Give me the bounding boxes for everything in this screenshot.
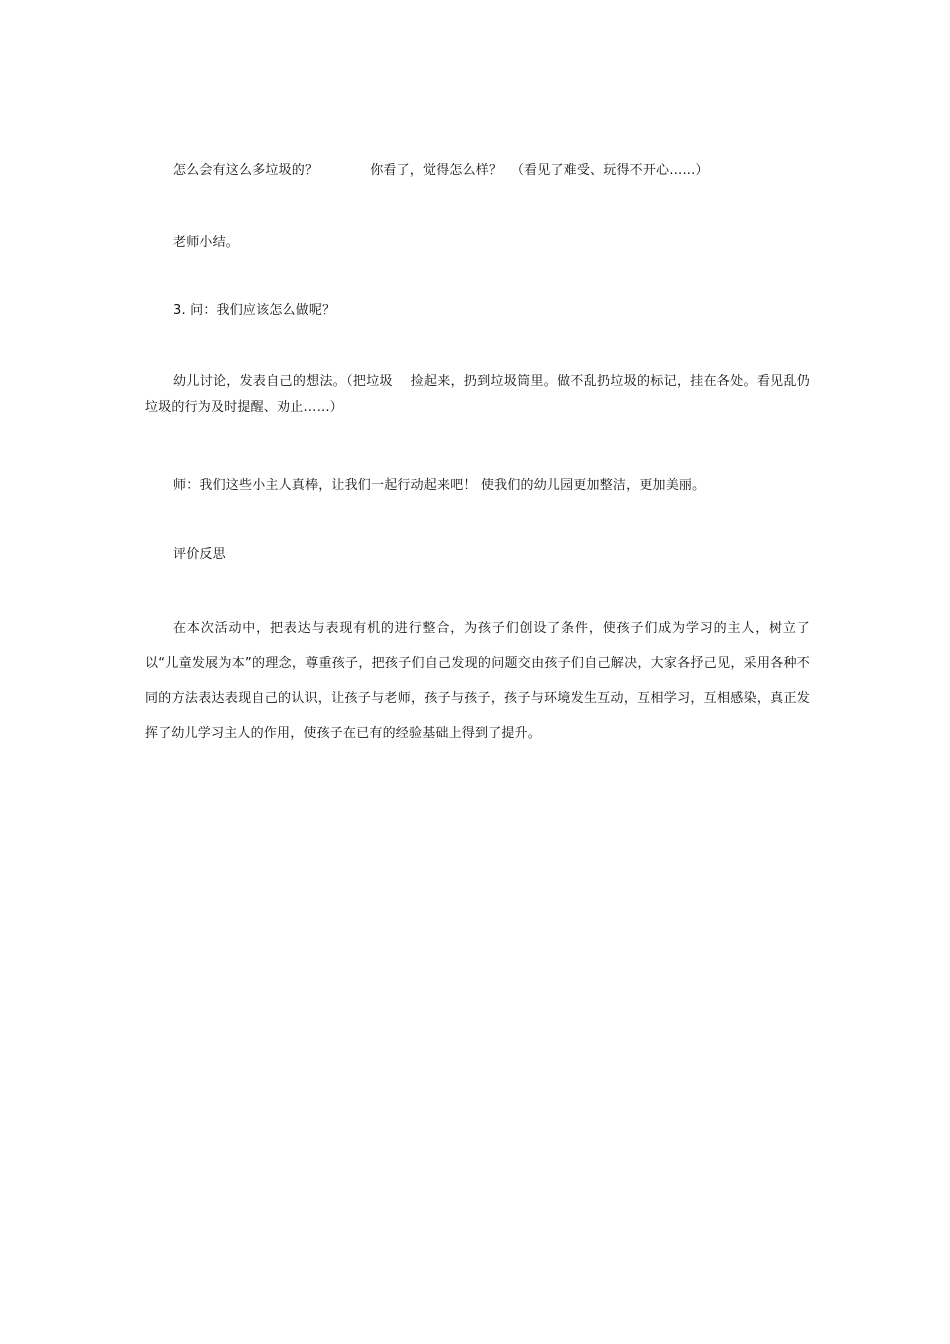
teacher-summary-paragraph: 老师小结。 <box>173 235 240 250</box>
children-discussion-paragraph: 幼儿讨论，发表自己的想法。（把垃圾 捡起来，扔到垃圾筒里。做不乱扔垃圾的标记，挂在各处。看见乱仍垃圾的行为及时提醒、劝止……） <box>145 374 810 415</box>
reflection-paragraph: 在本次活动中，把表达与表现有机的进行整合，为孩子们创设了条件，使孩子们成为学习的主人，树立了以“儿童发展为本”的理念，尊重孩子，把孩子们自己发现的问题交由孩子们自己解决，大家各抒己见，采用各种不同的方法表达表现自己的认识，让孩子与老师，孩子与孩子，孩子与环境发生互动，互相学习，互相感染，真正发挥了幼儿学习主人的作用，使孩子在已有的经验基础上得到了提升。 <box>145 621 810 741</box>
teacher-encouragement-paragraph: 师：我们这些小主人真棒，让我们一起行动起来吧！ 使我们的幼儿园更加整洁，更加美丽。 <box>173 478 706 493</box>
reflection-heading: 评价反思 <box>173 547 226 562</box>
question-paragraph: 怎么会有这么多垃圾的？ 你看了，觉得怎么样？ （看见了难受、玩得不开心…...） <box>173 163 709 178</box>
step-3-question: 3. 问：我们应该怎么做呢？ <box>173 303 336 318</box>
